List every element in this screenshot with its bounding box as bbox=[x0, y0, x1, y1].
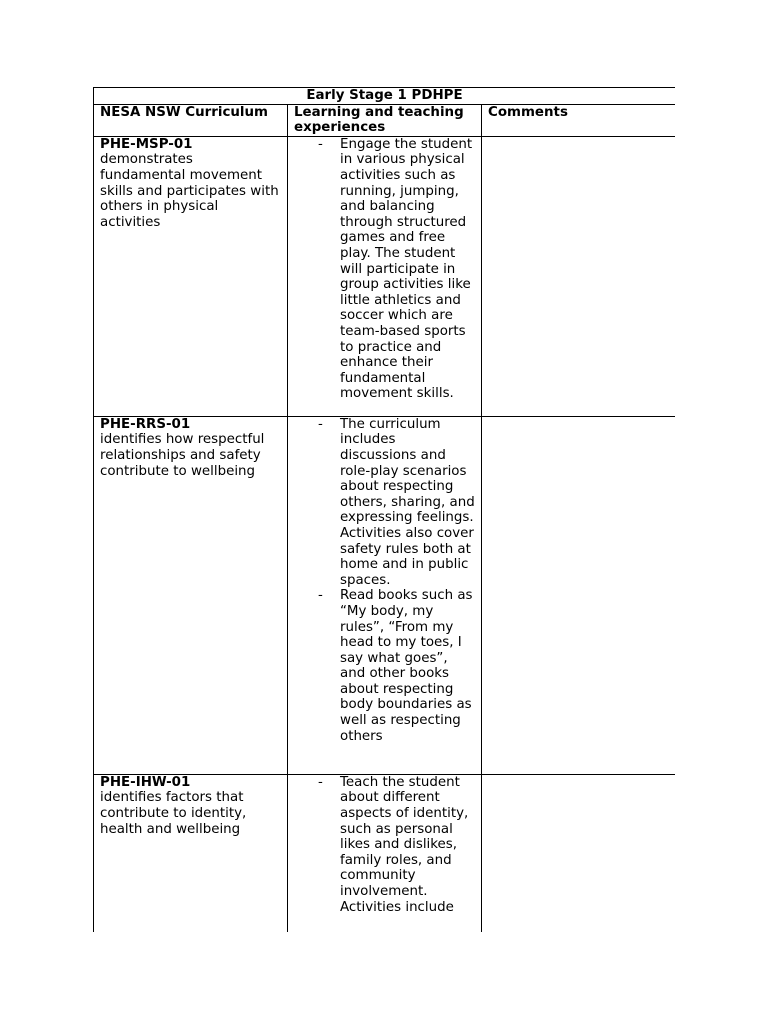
table-title: Early Stage 1 PDHPE bbox=[94, 88, 676, 105]
list-item bbox=[294, 417, 475, 589]
curriculum-cell bbox=[94, 774, 288, 932]
comments-cell bbox=[482, 774, 676, 932]
outcome-description: demonstrates fundamental movement skills and participates with others in physical activities bbox=[100, 152, 279, 230]
header-experiences: Learning and teaching experiences bbox=[288, 104, 482, 136]
pdhpe-table bbox=[93, 87, 675, 932]
experiences-cell bbox=[288, 774, 482, 932]
header-curriculum: NESA NSW Curriculum bbox=[94, 104, 288, 136]
experience-text: The curriculum includes discussions and role-play scenarios about respecting others, sharing, and expressing feelings. Activities also cover safety rules both at home and in public spaces. bbox=[340, 416, 475, 588]
table-row bbox=[94, 774, 676, 932]
experience-text: Engage the student in various physical activities such as running, jumping, and balancing through structured games and free play. The student will participate in group activities like little athletics and soccer which are team-based sports to practice and enhance their fundamental movement skills. bbox=[340, 136, 473, 402]
experience-text: Teach the student about different aspects of identity, such as personal likes and dislikes, family roles, and community involvement. Activities include bbox=[340, 774, 469, 915]
experience-list bbox=[294, 137, 475, 402]
header-row bbox=[94, 104, 676, 136]
outcome-code: PHE-IHW-01 bbox=[100, 774, 191, 790]
outcome-code: PHE-RRS-01 bbox=[100, 416, 191, 432]
experiences-cell bbox=[288, 136, 482, 416]
experience-text: Read books such as “My body, my rules”, “From my head to my toes, I say what goes”, and other books about respecting body boundaries as well as respecting others bbox=[340, 588, 473, 744]
header-comments: Comments bbox=[482, 104, 676, 136]
bullet-dash: - bbox=[318, 588, 323, 604]
document-page bbox=[93, 87, 675, 932]
outcome-description: identifies factors that contribute to identity, health and wellbeing bbox=[100, 790, 247, 837]
bullet-dash: - bbox=[318, 136, 323, 152]
outcome-code: PHE-MSP-01 bbox=[100, 136, 193, 152]
list-item bbox=[294, 588, 475, 744]
curriculum-cell bbox=[94, 416, 288, 774]
experience-list bbox=[294, 775, 475, 915]
bullet-dash: - bbox=[318, 416, 323, 432]
comments-cell bbox=[482, 416, 676, 774]
table-row bbox=[94, 136, 676, 416]
list-item bbox=[294, 137, 475, 402]
comments-cell bbox=[482, 136, 676, 416]
list-item bbox=[294, 775, 475, 915]
table-row bbox=[94, 416, 676, 774]
bullet-dash: - bbox=[318, 774, 323, 790]
title-row bbox=[94, 88, 676, 105]
outcome-description: identifies how respectful relationships and safety contribute to wellbeing bbox=[100, 432, 265, 479]
experiences-cell bbox=[288, 416, 482, 774]
experience-list bbox=[294, 417, 475, 744]
curriculum-cell bbox=[94, 136, 288, 416]
